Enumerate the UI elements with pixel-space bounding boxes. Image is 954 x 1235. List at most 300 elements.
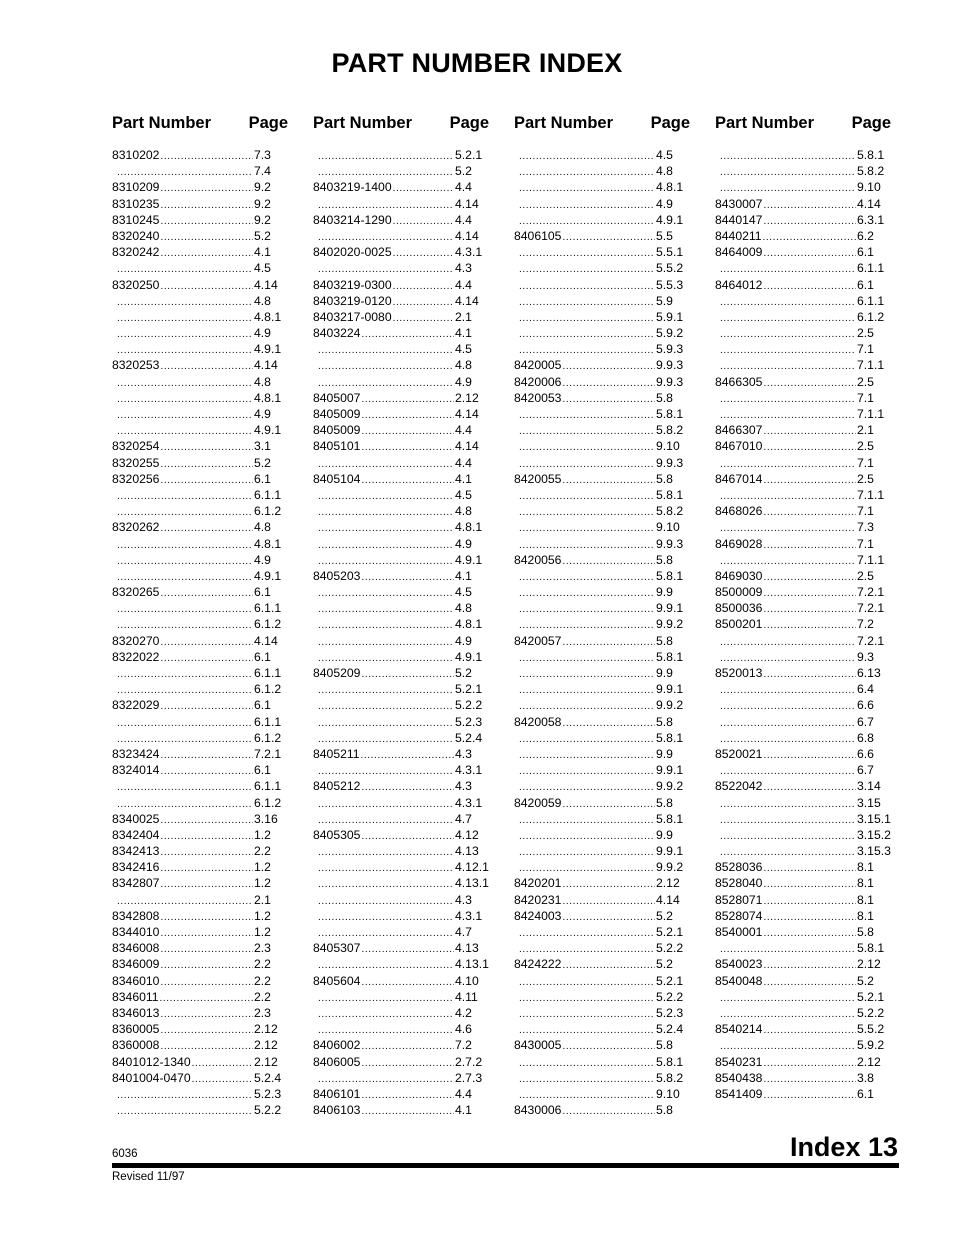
page-ref: 5.8.2: [656, 504, 684, 519]
dot-leader: [720, 149, 856, 165]
page-heading: Page: [248, 114, 288, 132]
index-entry: [313, 730, 489, 746]
index-entry: [715, 471, 891, 487]
page-ref: 4.9.1: [254, 568, 282, 583]
part-number: 8406005: [313, 1054, 361, 1069]
dot-leader: [117, 408, 253, 424]
part-number: 8320240: [112, 228, 160, 243]
page-ref: 6.1: [254, 649, 271, 664]
part-number: 8310245: [112, 212, 160, 227]
dot-leader: [318, 489, 454, 505]
index-entry: [313, 196, 489, 212]
page-ref: 5.9.3: [656, 342, 684, 357]
dot-leader: [562, 392, 655, 408]
page-ref: 3.15.3: [857, 844, 891, 859]
page-ref: 4.10: [455, 973, 479, 988]
page-ref: 2.3: [254, 1005, 271, 1020]
page-ref: 5.5.3: [656, 277, 684, 292]
dot-leader: [720, 813, 856, 829]
index-entry: [112, 536, 288, 552]
index-entry: [313, 309, 489, 325]
index-column-4: [715, 114, 891, 1102]
page-ref: 4.14: [455, 196, 479, 211]
part-number: 8344010: [112, 925, 160, 939]
dot-leader: [160, 991, 253, 1007]
part-number: 8420058: [514, 714, 562, 729]
page-ref: 3.1: [254, 439, 271, 454]
page-ref: 5.9: [656, 293, 673, 308]
page-ref: 2.5: [857, 326, 874, 341]
page-ref: 6.1.2: [254, 682, 282, 697]
page-ref: 6.1.1: [857, 261, 885, 276]
dot-leader: [720, 991, 856, 1007]
part-number: 8469030: [715, 568, 763, 583]
page-ref: 1.2: [254, 876, 271, 891]
part-number: 8320265: [112, 585, 160, 600]
page-ref: 6.6: [857, 698, 874, 713]
page-ref: 9.2: [254, 196, 271, 211]
index-entry: [715, 1021, 891, 1037]
dot-leader: [519, 327, 655, 343]
page-ref: 5.9.1: [656, 309, 684, 324]
index-entry: [715, 552, 891, 568]
page-ref: 4.5: [455, 342, 472, 357]
index-entry: [112, 778, 288, 794]
part-number: 8528071: [715, 892, 763, 907]
page-ref: 6.7: [857, 714, 874, 729]
index-entry: [313, 989, 489, 1005]
part-number: 8466307: [715, 423, 763, 438]
page-ref: 9.3: [857, 649, 874, 664]
part-number: 8528040: [715, 876, 763, 891]
index-entry: [112, 147, 288, 163]
index-entry: [715, 714, 891, 730]
index-entry: [514, 697, 690, 713]
page-ref: 6.4: [857, 682, 874, 697]
part-number: 8540023: [715, 957, 763, 972]
index-entry: [514, 357, 690, 373]
page-ref: 4.14: [254, 277, 278, 292]
dot-leader: [519, 1056, 655, 1072]
index-entry: [112, 633, 288, 649]
part-number: 8430007: [715, 196, 763, 211]
page-ref: 5.9.2: [857, 1038, 885, 1053]
dot-leader: [519, 408, 655, 424]
page-ref: 6.3.1: [857, 212, 885, 227]
index-entry: [112, 438, 288, 454]
part-number: 8320254: [112, 439, 160, 454]
index-entry: [112, 487, 288, 503]
index-entry: [715, 390, 891, 406]
index-entry: [313, 422, 489, 438]
part-number: 8405305: [313, 827, 361, 842]
index-entry: [514, 212, 690, 228]
index-entry: [313, 374, 489, 390]
page-ref: 5.8.1: [656, 649, 684, 664]
page-ref: 4.9.1: [254, 342, 282, 357]
index-entry: [112, 374, 288, 390]
index-entry: [514, 1070, 690, 1086]
dot-leader: [361, 392, 454, 408]
page-ref: 4.11: [455, 989, 478, 1004]
part-number: 8324014: [112, 763, 160, 778]
page-ref: 4.9: [455, 374, 472, 389]
index-entry: [313, 681, 489, 697]
dot-leader: [720, 311, 856, 327]
dot-leader: [562, 716, 655, 732]
index-entry: [514, 973, 690, 989]
page-ref: 4.12: [455, 827, 479, 842]
page-ref: 4.9: [254, 407, 271, 421]
part-number: 8405009: [313, 423, 361, 438]
page-ref: 3.15.2: [857, 827, 891, 842]
page-ref: 4.9: [254, 326, 271, 341]
index-entry: [715, 600, 891, 616]
dot-leader: [160, 861, 253, 877]
dot-leader: [160, 457, 253, 473]
index-entry: [112, 714, 288, 730]
part-number: 8320256: [112, 471, 160, 486]
index-entry: [514, 875, 690, 891]
dot-leader: [763, 1088, 856, 1104]
part-number: 8464009: [715, 245, 763, 260]
dot-leader: [519, 424, 655, 440]
page-ref: 5.2.1: [656, 925, 684, 939]
dot-leader: [160, 181, 253, 197]
page-ref: 4.9: [656, 196, 673, 211]
part-number: 8430005: [514, 1038, 562, 1053]
page-ref: 4.8.1: [254, 390, 282, 405]
dot-leader: [117, 327, 253, 343]
page-heading: Page: [449, 114, 489, 132]
part-number: 8405307: [313, 941, 361, 956]
page-ref: 2.5: [857, 568, 874, 583]
dot-leader: [318, 797, 454, 813]
index-entry: [514, 455, 690, 471]
page-ref: 4.8.1: [656, 180, 684, 195]
page-ref: 6.8: [857, 730, 874, 745]
page-ref: 6.1.2: [254, 795, 282, 810]
index-entry: [313, 471, 489, 487]
dot-leader: [519, 732, 655, 748]
index-entry: [112, 179, 288, 195]
index-entry: [313, 487, 489, 503]
part-number: 8310235: [112, 196, 160, 211]
page-ref: 2.5: [857, 439, 874, 454]
dot-leader: [763, 861, 856, 877]
page-ref: 4.3.1: [455, 245, 483, 260]
dot-leader: [318, 521, 454, 537]
index-entry: [514, 1086, 690, 1102]
dot-leader: [160, 635, 253, 651]
page-ref: 4.7: [455, 925, 472, 939]
part-number: 8320253: [112, 358, 160, 373]
index-entry: [715, 519, 891, 535]
index-entry: [715, 908, 891, 924]
page-ref: 9.10: [656, 1086, 680, 1101]
dot-leader: [519, 198, 655, 214]
page-ref: 5.2.1: [455, 148, 483, 162]
part-number: 8540231: [715, 1054, 763, 1069]
dot-leader: [763, 1072, 856, 1088]
dot-leader: [519, 311, 655, 327]
page-ref: 2.2: [254, 844, 271, 859]
index-entry: [715, 795, 891, 811]
part-number: 8540438: [715, 1070, 763, 1085]
part-number: 8500201: [715, 617, 763, 632]
index-entry: [112, 811, 288, 827]
dot-leader: [117, 1088, 253, 1104]
page-ref: 5.8: [857, 925, 874, 939]
part-number: 8340025: [112, 811, 160, 826]
dot-leader: [318, 910, 454, 926]
page-ref: 5.2: [857, 973, 874, 988]
index-entry: [715, 1054, 891, 1070]
page-ref: 3.15: [857, 795, 881, 810]
index-entry: [715, 843, 891, 859]
index-entry: [715, 697, 891, 713]
page-ref: 4.13: [455, 844, 479, 859]
index-entry: [112, 584, 288, 600]
dot-leader: [160, 440, 253, 456]
dot-leader: [117, 538, 253, 554]
page-ref: 3.14: [857, 779, 881, 794]
page-ref: 4.4: [455, 1086, 472, 1101]
dot-leader: [117, 295, 253, 311]
dot-leader: [720, 343, 856, 359]
part-number: 8401004-0470: [112, 1070, 191, 1085]
part-number: 8403219-0300: [313, 277, 392, 292]
index-entry: [715, 293, 891, 309]
index-entry: [715, 633, 891, 649]
dot-leader: [117, 780, 253, 796]
index-entry: [313, 1037, 489, 1053]
index-entry: [313, 147, 489, 163]
index-entry: [715, 616, 891, 632]
dot-leader: [393, 311, 454, 327]
page-ref: 2.5: [857, 471, 874, 486]
dot-leader: [160, 877, 253, 893]
page-ref: 6.1.2: [254, 730, 282, 745]
index-entry: [313, 325, 489, 341]
page-ref: 6.1: [857, 277, 874, 292]
dot-leader: [160, 813, 253, 829]
dot-leader: [192, 1056, 253, 1072]
part-number-heading: Part Number: [514, 114, 614, 132]
dot-leader: [160, 699, 253, 715]
index-entry: [112, 940, 288, 956]
page-ref: 7.1.1: [857, 407, 885, 421]
page-ref: 6.1.2: [857, 309, 885, 324]
dot-leader: [361, 1056, 454, 1072]
index-entry: [112, 228, 288, 244]
index-entry: [112, 1070, 288, 1086]
part-number: 8420056: [514, 552, 562, 567]
dot-leader: [117, 376, 253, 392]
page-ref: 7.2.1: [254, 746, 282, 761]
page-ref: 2.12: [254, 1054, 278, 1069]
part-number: 8406103: [313, 1103, 361, 1118]
page-ref: 5.2.4: [455, 730, 483, 745]
index-entry: [514, 1021, 690, 1037]
page-ref: 4.8: [656, 164, 673, 179]
index-entry: [514, 956, 690, 972]
page-ref: 5.8.1: [656, 487, 684, 502]
index-entry: [715, 568, 891, 584]
page-ref: 7.1: [857, 504, 874, 519]
index-entry: [715, 325, 891, 341]
index-entry: [715, 649, 891, 665]
index-entry: [715, 1037, 891, 1053]
page-ref: 5.8.1: [857, 148, 885, 162]
dot-leader: [763, 1023, 856, 1039]
part-number: 8320250: [112, 277, 160, 292]
dot-leader: [160, 910, 253, 926]
index-entry: [514, 325, 690, 341]
page-ref: 5.2.3: [656, 1005, 684, 1020]
page-ref: 4.14: [455, 293, 479, 308]
index-entry: [313, 1005, 489, 1021]
dot-leader: [519, 1072, 655, 1088]
dot-leader: [763, 780, 856, 796]
index-entry: [715, 341, 891, 357]
index-entry: [313, 536, 489, 552]
part-number: 8540048: [715, 973, 763, 988]
page-ref: 4.14: [254, 358, 278, 373]
page-ref: 7.1: [857, 390, 874, 405]
index-entry: [514, 892, 690, 908]
page-ref: 4.1: [455, 326, 472, 341]
index-entry: [514, 649, 690, 665]
part-number: 8406105: [514, 228, 562, 243]
part-number: 8466305: [715, 374, 763, 389]
part-number: 8346008: [112, 941, 160, 956]
part-number: 8500009: [715, 585, 763, 600]
index-entry: [514, 163, 690, 179]
dot-leader: [562, 877, 655, 893]
dot-leader: [160, 845, 253, 861]
page-ref: 4.5: [656, 148, 673, 162]
index-entry: [514, 471, 690, 487]
dot-leader: [519, 845, 655, 861]
page-ref: 4.13.1: [455, 876, 489, 891]
part-number: 8346011: [112, 989, 159, 1004]
index-entry: [112, 795, 288, 811]
dot-leader: [160, 230, 253, 246]
index-entry: [715, 746, 891, 762]
index-entry: [715, 681, 891, 697]
dot-leader: [519, 602, 655, 618]
page-ref: 2.1: [455, 309, 472, 324]
index-entry: [514, 147, 690, 163]
dot-leader: [361, 780, 454, 796]
index-entry: [514, 940, 690, 956]
dot-leader: [720, 295, 856, 311]
index-entry: [514, 746, 690, 762]
page-ref: 9.9.1: [656, 844, 684, 859]
dot-leader: [361, 327, 454, 343]
part-number: 8420055: [514, 471, 562, 486]
page-ref: 3.15.1: [857, 811, 891, 826]
page-ref: 7.2.1: [857, 633, 885, 648]
page-ref: 8.1: [857, 876, 874, 891]
page-ref: 5.5: [656, 228, 673, 243]
index-entry: [313, 875, 489, 891]
dot-leader: [393, 279, 454, 295]
index-entry: [112, 552, 288, 568]
index-entry: [715, 940, 891, 956]
dot-leader: [160, 975, 253, 991]
page-ref: 5.2.1: [857, 989, 885, 1004]
page-ref: 2.1: [857, 423, 874, 438]
index-entry: [313, 244, 489, 260]
dot-leader: [117, 392, 253, 408]
part-number: 8346010: [112, 973, 160, 988]
index-entry: [313, 940, 489, 956]
dot-leader: [160, 521, 253, 537]
page-ref: 5.8: [656, 390, 673, 405]
dot-leader: [160, 651, 253, 667]
index-entry: [313, 1054, 489, 1070]
index-entry: [514, 260, 690, 276]
index-entry: [112, 277, 288, 293]
dot-leader: [318, 343, 454, 359]
index-entry: [112, 309, 288, 325]
index-entry: [715, 438, 891, 454]
index-entry: [715, 163, 891, 179]
index-entry: [112, 697, 288, 713]
part-number: 8405203: [313, 568, 361, 583]
dot-leader: [519, 165, 655, 181]
index-entry: [313, 795, 489, 811]
dot-leader: [720, 797, 856, 813]
page-ref: 6.1: [254, 763, 271, 778]
dot-leader: [117, 1104, 253, 1120]
dot-leader: [763, 473, 856, 489]
part-number: 8405007: [313, 390, 361, 405]
page-ref: 4.8: [254, 374, 271, 389]
dot-leader: [160, 586, 253, 602]
index-entry: [112, 357, 288, 373]
page-ref: 4.14: [656, 892, 680, 907]
dot-leader: [318, 538, 454, 554]
dot-leader: [562, 230, 655, 246]
dot-leader: [519, 926, 655, 942]
part-number: 8406002: [313, 1038, 361, 1053]
index-entry: [112, 1037, 288, 1053]
part-number: 8403224: [313, 326, 361, 341]
dot-leader: [361, 975, 454, 991]
page-ref: 4.1: [455, 471, 472, 486]
index-entry: [112, 196, 288, 212]
dot-leader: [763, 667, 856, 683]
dot-leader: [117, 667, 253, 683]
page-ref: 5.2: [254, 228, 271, 243]
index-entry: [514, 714, 690, 730]
page-ref: 7.1: [857, 455, 874, 470]
index-entry: [514, 1005, 690, 1021]
dot-leader: [117, 311, 253, 327]
document-code: 6036: [112, 1148, 138, 1160]
part-number: 8320255: [112, 455, 160, 470]
page-ref: 4.8.1: [455, 520, 483, 535]
footer-rule: [112, 1163, 899, 1168]
page-ref: 6.1.2: [254, 504, 282, 519]
index-entry: [112, 1054, 288, 1070]
index-entry: [313, 406, 489, 422]
dot-leader: [393, 295, 454, 311]
dot-leader: [361, 667, 454, 683]
